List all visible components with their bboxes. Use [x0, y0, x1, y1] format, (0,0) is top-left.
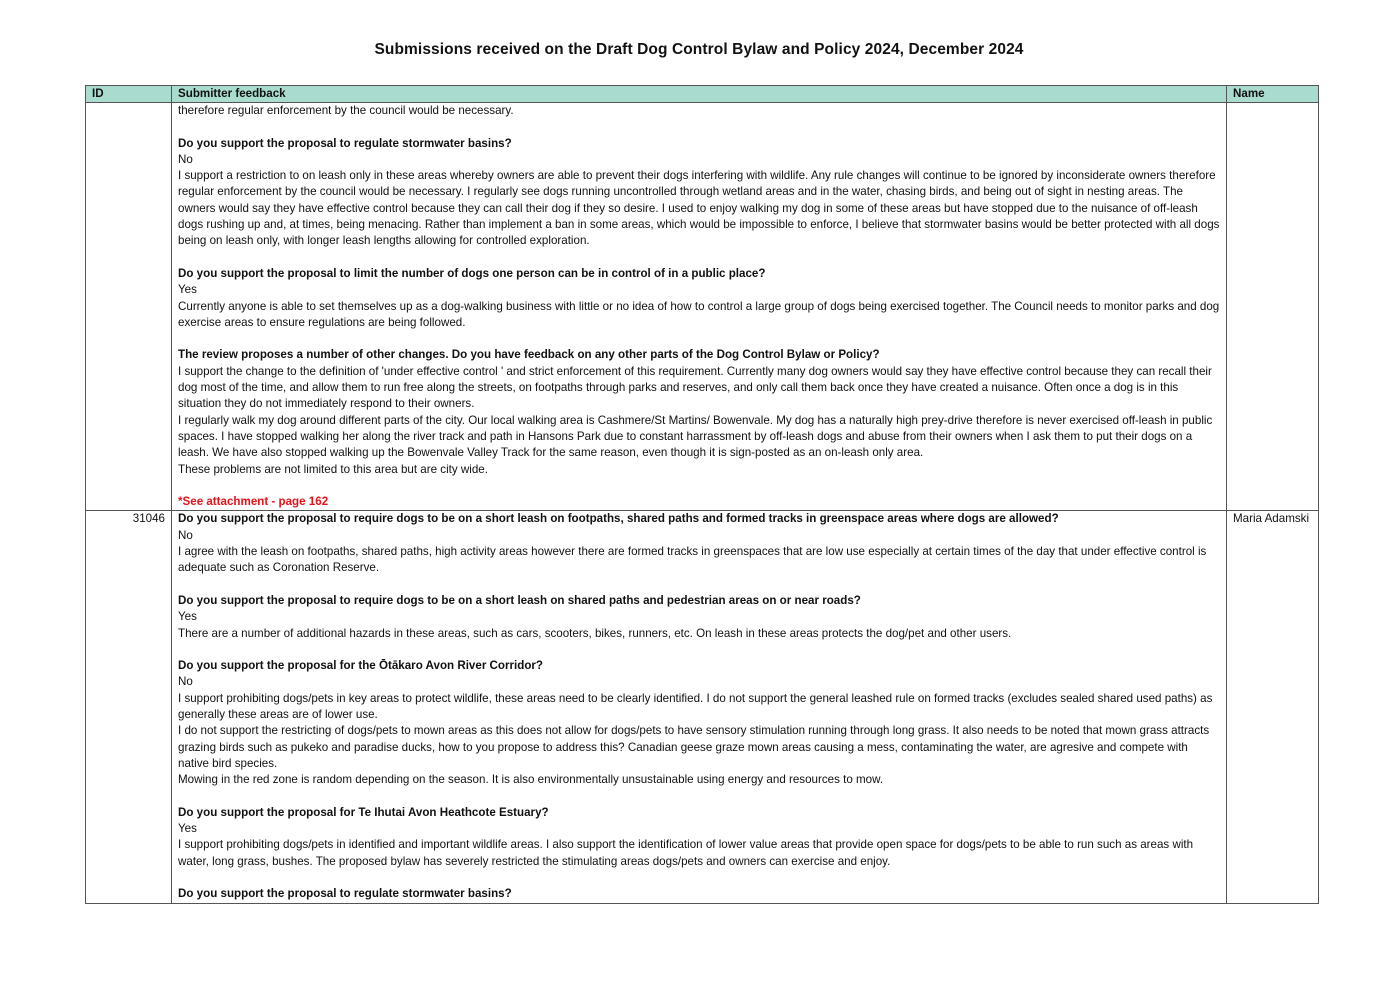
question: Do you support the proposal to regulate stormwater basins?	[178, 136, 512, 150]
submission-id	[86, 103, 172, 511]
question: Do you support the proposal for Te Ihutai Avon Heathcote Estuary?	[178, 805, 549, 819]
question: Do you support the proposal to limit the number of dogs one person can be in control of in a public place?	[178, 266, 766, 280]
submitter-name	[1227, 103, 1319, 511]
submissions-table	[85, 85, 1319, 904]
page-title: Submissions received on the Draft Dog Control Bylaw and Policy 2024, December 2024	[374, 41, 1024, 58]
response-text: There are a number of additional hazards in these areas, such as cars, scooters, bikes, runners, etc. On leash in these areas protects the dog/pet and other users.	[178, 626, 1012, 640]
header-feedback: Submitter feedback	[172, 86, 1227, 103]
response-text: I regularly walk my dog around different parts of the city. Our local walking area is Cashmere/St Martins/ Bowenvale. My dog has a naturally high prey-drive therefore is never exercised off-leash in public spaces. I have stopped walking her along the river track and path in Hansons Park due to constant harrassment by off-leash dogs and abuse from their owners when I ask them to put their dogs on a leash. We have also stopped walking up the Bowenvale Valley Track for the same reason, even though it is sign-posted as an on-leash only area.	[178, 413, 1213, 460]
answer: No	[178, 152, 193, 166]
answer: Yes	[178, 610, 197, 624]
header-name: Name	[1227, 86, 1319, 103]
response-text: I agree with the leash on footpaths, shared paths, high activity areas however there are formed tracks in greenspaces that are low use especially at certain times of the day that under effective control is adequate such as Coronation Reserve.	[178, 545, 1207, 575]
answer: No	[178, 675, 193, 689]
question: Do you support the proposal for the Ōtākaro Avon River Corridor?	[178, 659, 544, 673]
response-text: I support prohibiting dogs/pets in identified and important wildlife areas. I also support the identification of lower value areas that provide open space for dogs/pets to be able to run such as areas with water, long grass, bushes. The proposed bylaw has severely restricted the stimulating areas dogs/pets and owners can exercise and enjoy.	[178, 838, 1194, 868]
attachment-note: *See attachment - page 162	[178, 495, 329, 509]
response-text: I support a restriction to on leash only in these areas whereby owners are able to prevent their dogs interfering with wildlife. Any rule changes will continue to be ignored by inconsiderate owners therefore regular enforcement by the council would be necessary. I regularly see dogs running uncontrolled through wetland areas and in the water, chasing birds, and being out of sight in nesting areas. The owners would say they have effective control because they can call their dog if they so desire. I used to enjoy walking my dog in some of these areas but have stopped due to the nuisance of off-leash dogs rushing up and, at times, being menacing. Rather than implement a ban in some areas, which would be impossible to enforce, I believe that stormwater basins would be better protected with all dogs being on leash only, with longer leash lengths allowing for controlled exploration.	[178, 169, 1220, 248]
answer: Yes	[178, 822, 197, 836]
header-id: ID	[86, 86, 172, 103]
question: Do you support the proposal to require dogs to be on a short leash on footpaths, shared paths and formed tracks in greenspace areas where dogs are allowed?	[178, 512, 1059, 526]
submitter-feedback	[172, 103, 1227, 511]
question: Do you support the proposal to require dogs to be on a short leash on shared paths and pedestrian areas on or near roads?	[178, 593, 861, 607]
response-text: I do not support the restricting of dogs/pets to mown areas as this does not allow for dogs/pets to have sensory stimulation running through long grass. It also needs to be noted that mown grass attracts grazing birds such as pukeko and paradise ducks, how to you propose to address this? Canadian geese graze mown areas causing a mess, contaminating the water, are agresive and compete with native bird species.	[178, 724, 1210, 770]
response-text: Currently anyone is able to set themselves up as a dog-walking business with little or no idea of how to control a large group of dogs being exercised together. The Council needs to monitor parks and dog exercise areas to ensure regulations are being followed.	[178, 299, 1220, 329]
table-row	[86, 511, 1319, 903]
submitter-name: Maria Adamski	[1227, 511, 1319, 903]
answer: No	[178, 528, 193, 542]
response-text: These problems are not limited to this area but are city wide.	[178, 462, 488, 476]
response-text: I support the change to the definition of 'under effective control ' and strict enforcement of this requirement. Currently many dog owners would say they have effective control because they can recall their dog most of the time, and allow them to run free along the streets, on footpaths through parks and reserves, and only call them back once they have created a nuisance. Often once a dog is in this situation they do not immediately respond to their owners.	[178, 364, 1212, 411]
table-header-row	[86, 86, 1319, 103]
submission-id: 31046	[86, 511, 172, 903]
table-row	[86, 103, 1319, 511]
submitter-feedback	[172, 511, 1227, 903]
answer: Yes	[178, 283, 197, 297]
question: The review proposes a number of other changes. Do you have feedback on any other parts of the Dog Control Bylaw or Policy?	[178, 348, 880, 362]
question: Do you support the proposal to regulate stormwater basins?	[178, 887, 512, 901]
response-text: Mowing in the red zone is random depending on the season. It is also environmentally unsustainable using energy and resources to mow.	[178, 773, 884, 787]
feedback-intro: therefore regular enforcement by the council would be necessary.	[178, 104, 514, 117]
response-text: I support prohibiting dogs/pets in key areas to protect wildlife, these areas need to be clearly identified. I do not support the general leashed rule on formed tracks (excludes sealed shared used paths) as generally these areas are of lower use.	[178, 691, 1213, 721]
